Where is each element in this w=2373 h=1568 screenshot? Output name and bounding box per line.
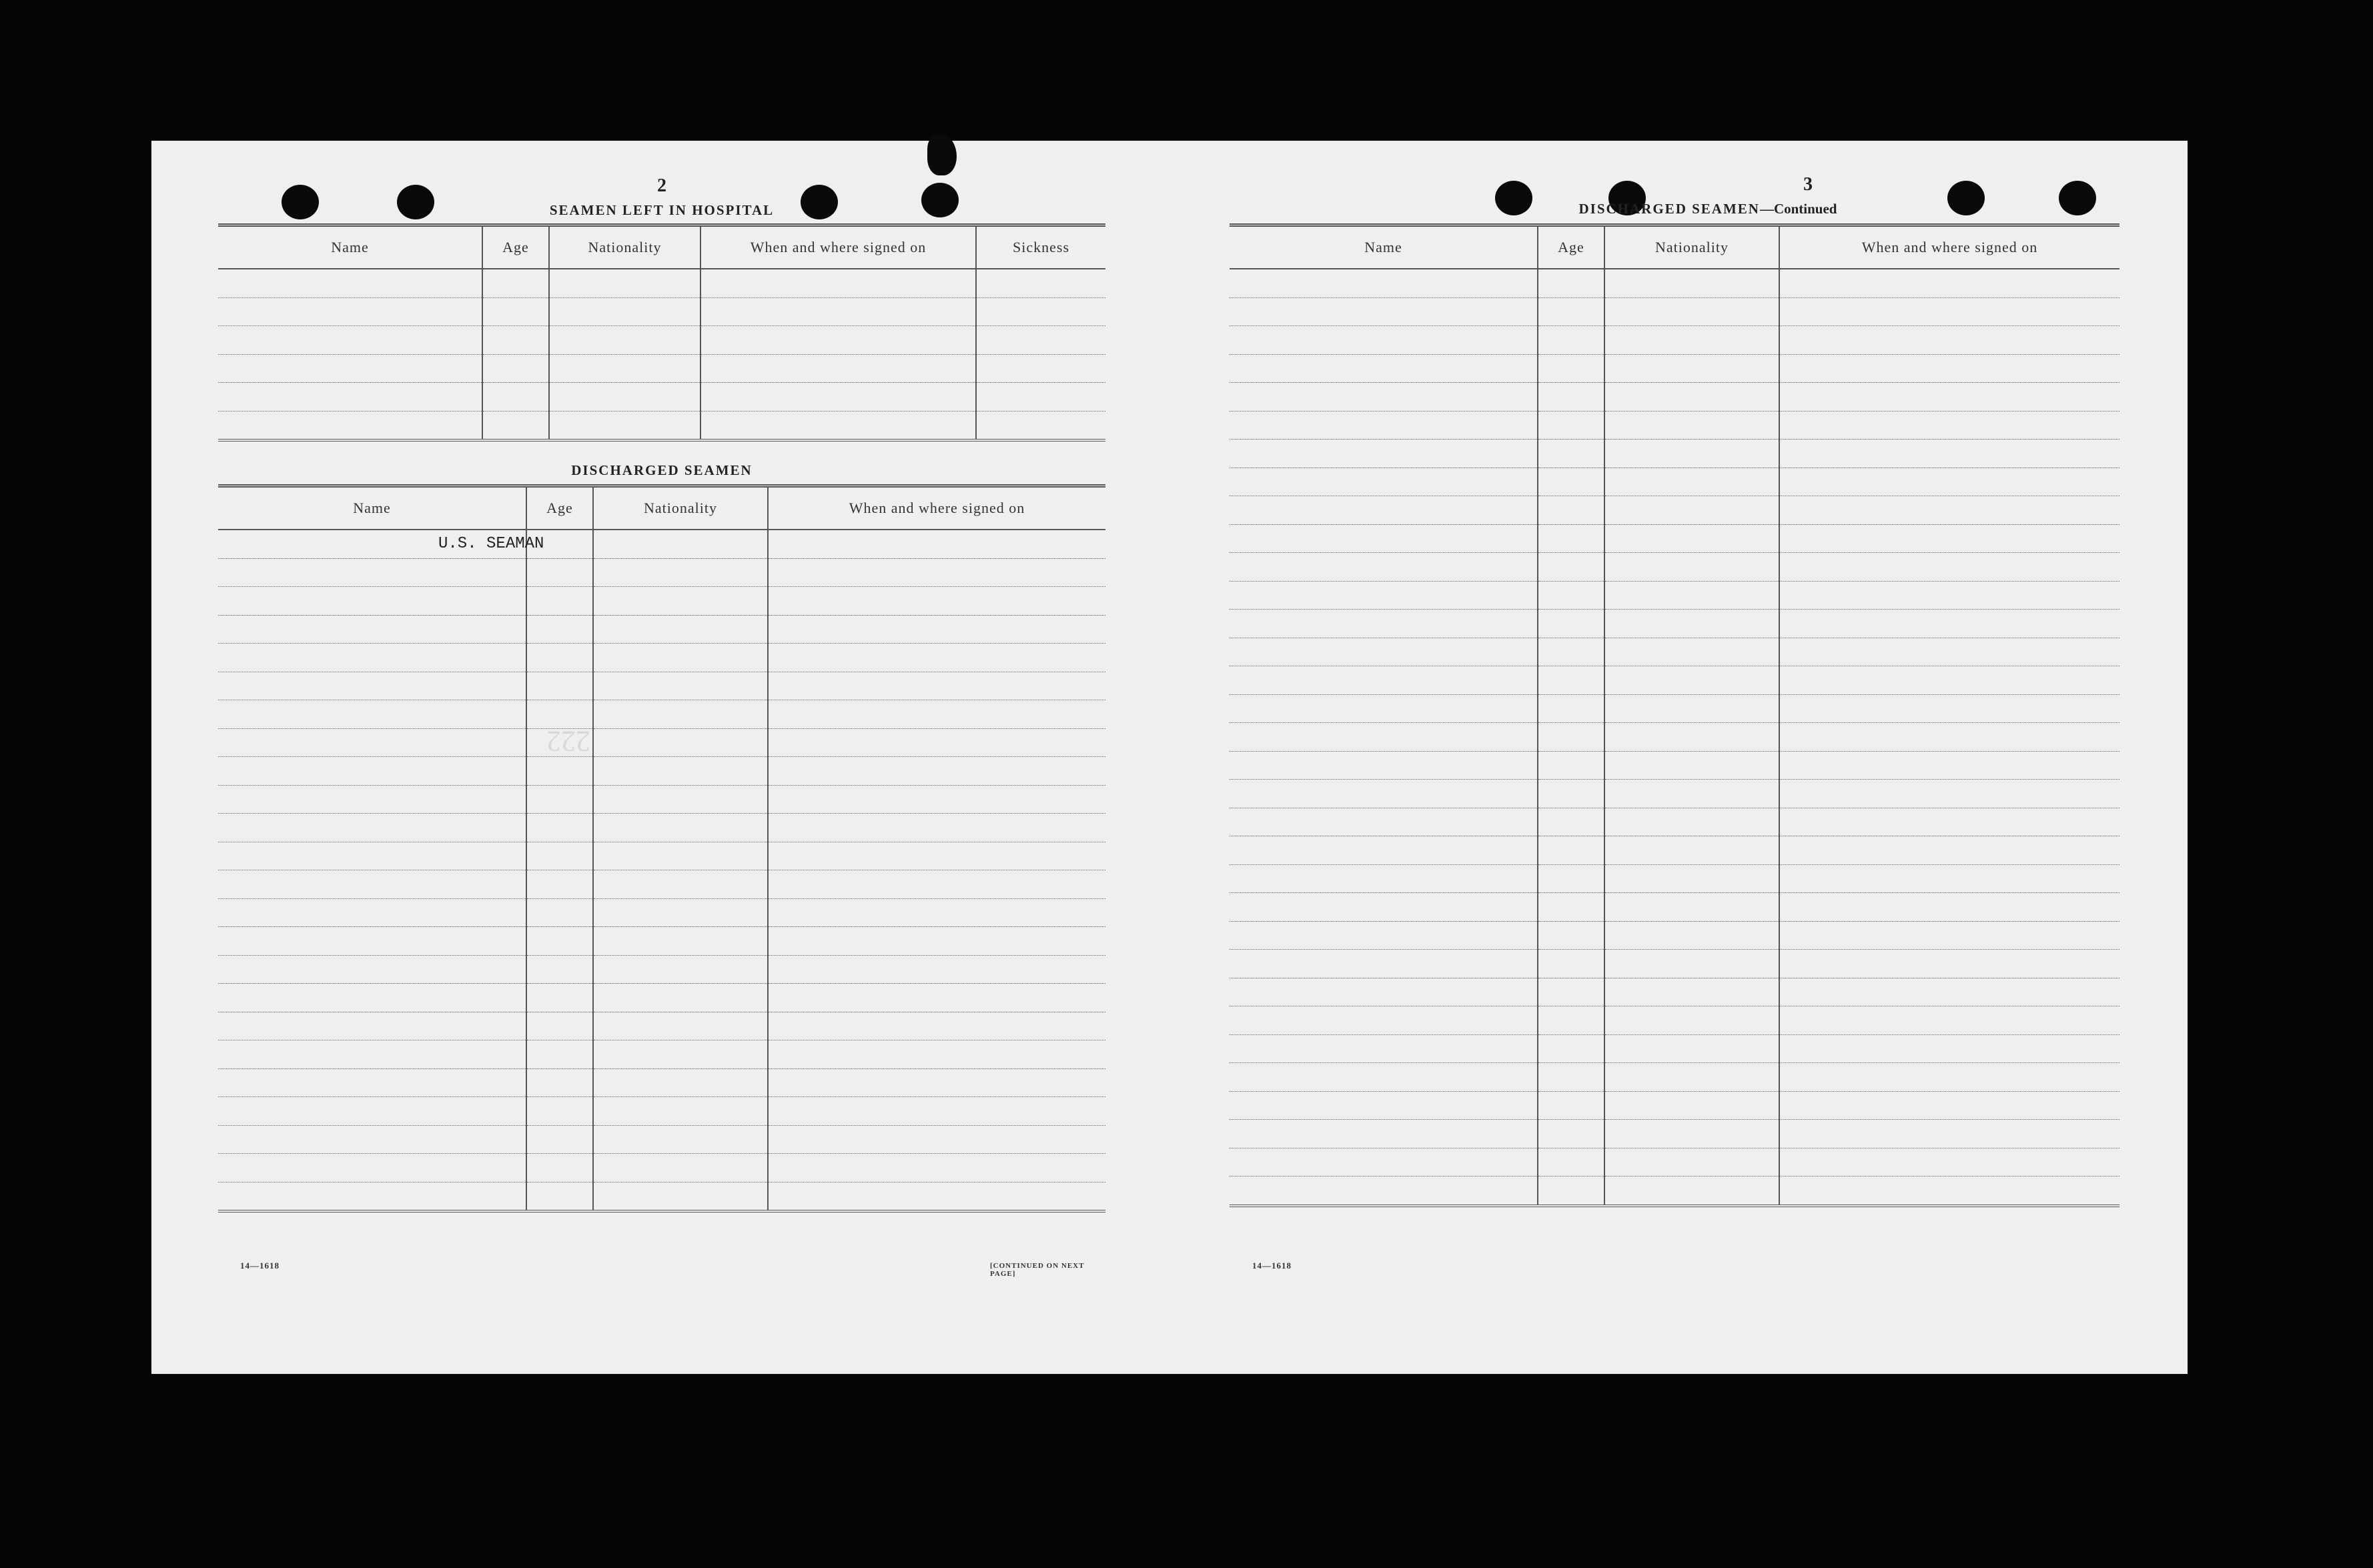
typed-entry: U.S. SEAMAN: [438, 535, 544, 554]
table-row: [218, 530, 1105, 558]
table-row: [218, 587, 1105, 616]
table-row: [218, 269, 1105, 297]
table-row: [1230, 1177, 2119, 1206]
col-header-sickness: Sickness: [976, 225, 1105, 269]
table-row: [218, 1182, 1105, 1211]
table-row: [1230, 694, 2119, 723]
col-header-nationality: Nationality: [549, 225, 700, 269]
table-row: [1230, 950, 2119, 978]
form-number: 14—1618: [1252, 1261, 1292, 1271]
table-row: [1230, 921, 2119, 950]
title-main: DISCHARGED SEAMEN: [1578, 201, 1760, 217]
table-row: [1230, 269, 2119, 297]
table-row: [218, 927, 1105, 956]
table-row: [1230, 638, 2119, 666]
table-row: [218, 558, 1105, 587]
table-row: [1230, 1063, 2119, 1092]
table-row: [218, 1040, 1105, 1069]
col-header-age: Age: [526, 486, 593, 530]
table-row: [218, 1012, 1105, 1040]
left-page: [218, 141, 1105, 1374]
table-row: [1230, 666, 2119, 695]
table-row: [1230, 808, 2119, 836]
form-number: 14—1618: [240, 1261, 280, 1271]
table-row: [1230, 1091, 2119, 1120]
table-row: [218, 1154, 1105, 1183]
table-row: [1230, 383, 2119, 412]
hospital-section-title: SEAMEN LEFT IN HOSPITAL: [549, 202, 775, 218]
col-header-signed-on: When and where signed on: [700, 225, 976, 269]
table-row: [1230, 978, 2119, 1006]
table-row: [218, 354, 1105, 383]
ledger-sheet: [151, 141, 2188, 1374]
table-row: [1230, 780, 2119, 808]
table-row: [1230, 1120, 2119, 1148]
table-row: [218, 615, 1105, 644]
table-row: [218, 383, 1105, 412]
table-row: [1230, 751, 2119, 780]
table-row: [1230, 1006, 2119, 1035]
table-row: [218, 672, 1105, 700]
table-row: [218, 814, 1105, 842]
faint-bleed-through-number: 222: [546, 725, 590, 758]
table-row: [218, 785, 1105, 814]
table-row: [1230, 610, 2119, 638]
col-header-signed-on: When and where signed on: [768, 486, 1105, 530]
table-row: [218, 757, 1105, 786]
col-header-name: Name: [218, 225, 482, 269]
table-row: [218, 955, 1105, 984]
table-row: [218, 1068, 1105, 1097]
table-row: [1230, 553, 2119, 582]
table-row: [1230, 1034, 2119, 1063]
table-row: [218, 1125, 1105, 1154]
table-row: [218, 898, 1105, 927]
table-row: [1230, 723, 2119, 752]
table-row: [218, 326, 1105, 355]
table-row: [1230, 864, 2119, 893]
discharged-continued-title: [1263, 201, 2153, 217]
table-row: [1230, 440, 2119, 468]
table-row: [218, 700, 1105, 729]
discharged-table: [218, 484, 1105, 1213]
page-number: 3: [1803, 174, 1813, 195]
table-row: [1230, 326, 2119, 355]
table-row: [1230, 1148, 2119, 1177]
col-header-name: Name: [218, 486, 526, 530]
table-row: [218, 842, 1105, 870]
table-row: [1230, 468, 2119, 496]
col-header-signed-on: When and where signed on: [1779, 225, 2119, 269]
table-row: [218, 1097, 1105, 1126]
col-header-age: Age: [482, 225, 549, 269]
table-row: [1230, 836, 2119, 865]
table-row: [1230, 524, 2119, 553]
table-row: [1230, 893, 2119, 922]
discharged-section-title: DISCHARGED SEAMEN: [571, 462, 753, 478]
continued-note: [CONTINUED ON NEXT PAGE]: [990, 1262, 1085, 1278]
page-number: 2: [657, 175, 666, 196]
table-row: [1230, 496, 2119, 525]
table-row: [1230, 297, 2119, 326]
col-header-name: Name: [1230, 225, 1538, 269]
table-row: [218, 644, 1105, 672]
table-row: [218, 728, 1105, 757]
col-header-nationality: Nationality: [593, 486, 768, 530]
right-page: [1230, 141, 2119, 1374]
col-header-nationality: Nationality: [1604, 225, 1779, 269]
table-row: [1230, 411, 2119, 440]
table-row: [218, 297, 1105, 326]
col-header-age: Age: [1538, 225, 1604, 269]
table-row: [218, 984, 1105, 1012]
table-row: [1230, 354, 2119, 383]
ink-blot: [927, 134, 957, 175]
table-row: [218, 411, 1105, 440]
hospital-table: [218, 223, 1105, 442]
table-row: [1230, 581, 2119, 610]
table-row: [218, 870, 1105, 899]
title-continued: —Continued: [1759, 201, 1837, 217]
discharged-continued-table: [1230, 223, 2119, 1207]
